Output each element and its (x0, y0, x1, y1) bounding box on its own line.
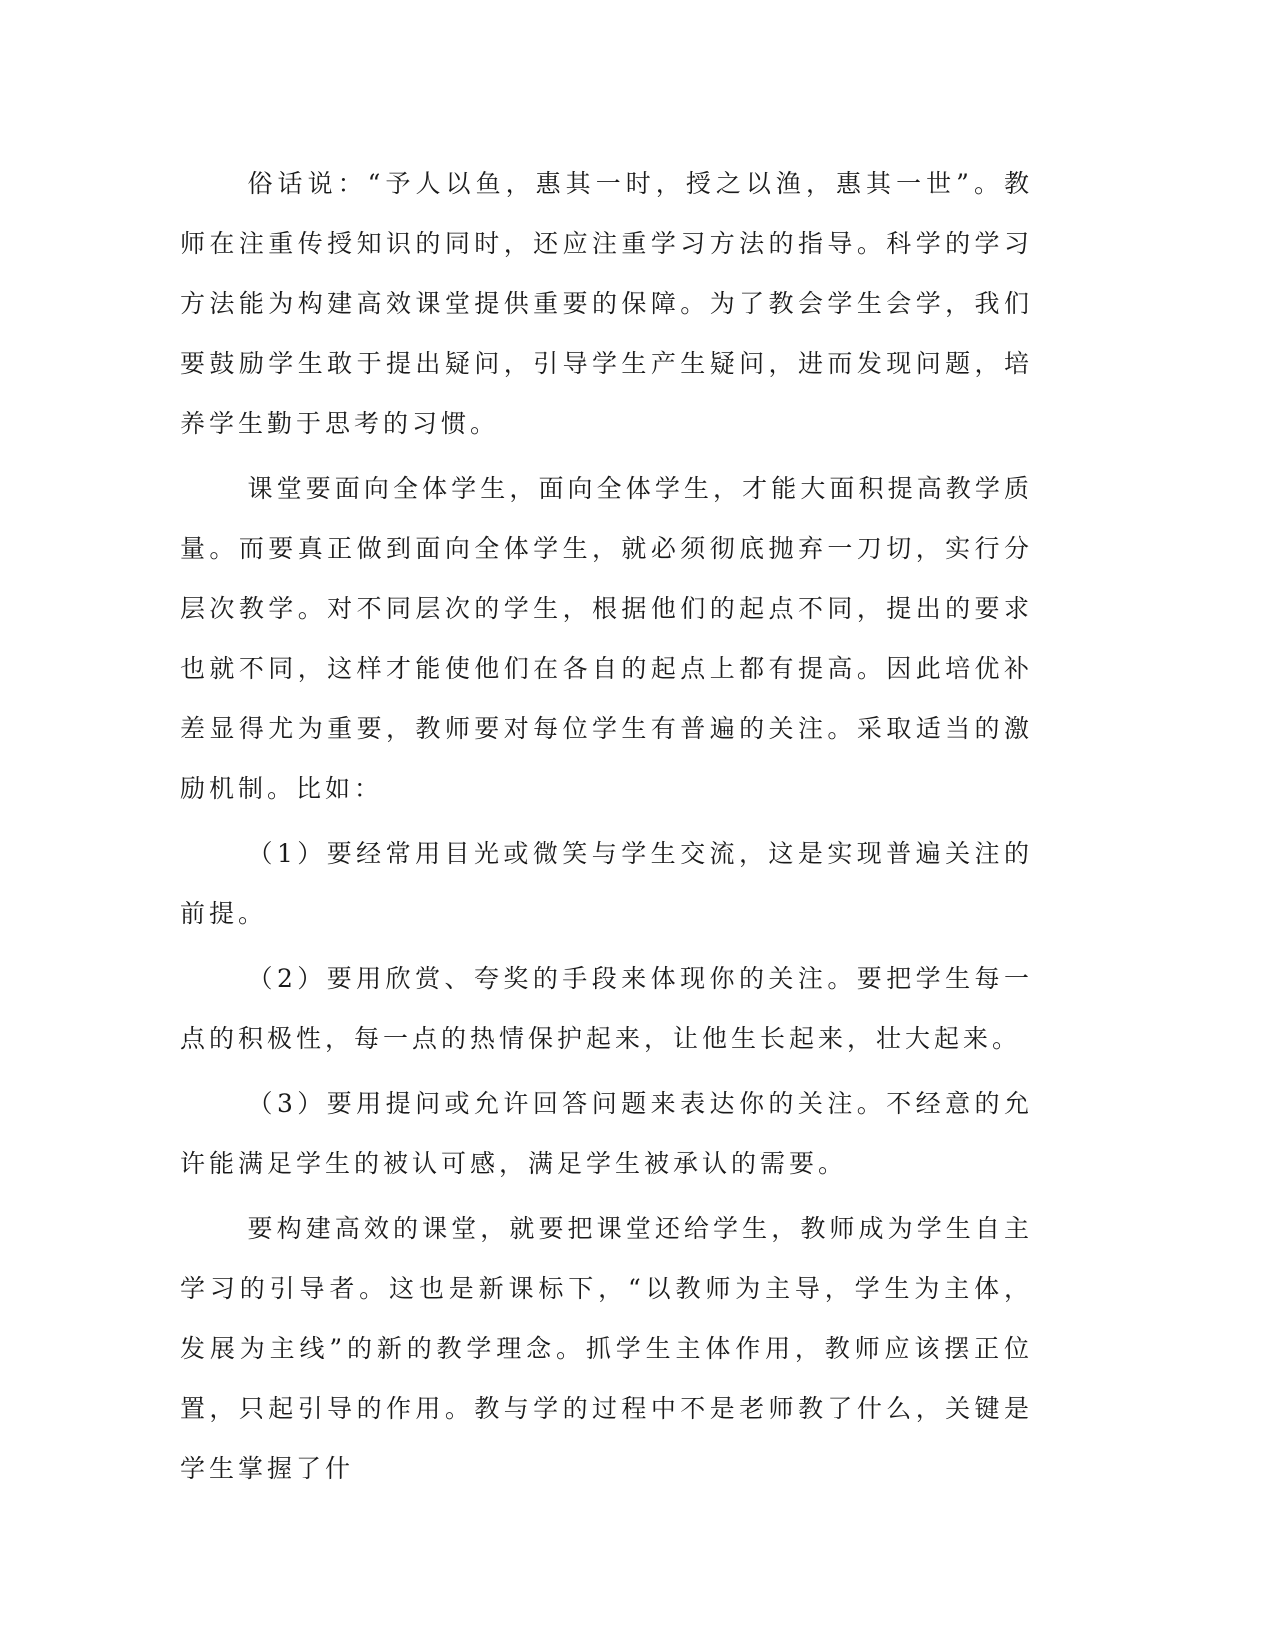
paragraph-student-centered: 要构建高效的课堂，就要把课堂还给学生，教师成为学生自主学习的引导者。这也是新课标下，“以教师为主导，学生为主体，发展为主线”的新的教学理念。抓学生主体作用，教师应该摆正位置，只起引导的作用。教与学的过程中不是老师教了什么，关键是学生掌握了什 (180, 1214, 1033, 1483)
document-body (180, 154, 1033, 1499)
list-item-1: （1）要经常用目光或微笑与学生交流，这是实现普遍关注的前提。 (180, 839, 1033, 928)
list-item-2: （2）要用欣赏、夸奖的手段来体现你的关注。要把学生每一点的积极性，每一点的热情保护起来，让他生长起来，壮大起来。 (180, 964, 1033, 1053)
paragraph-whole-class: 课堂要面向全体学生，面向全体学生，才能大面积提高教学质量。而要真正做到面向全体学生，就必须彻底抛弃一刀切，实行分层次教学。对不同层次的学生，根据他们的起点不同，提出的要求也就不同，这样才能使他们在各自的起点上都有提高。因此培优补差显得尤为重要，教师要对每位学生有普遍的关注。采取适当的激励机制。比如： (180, 474, 1033, 803)
paragraph-teaching-methods: 俗话说：“予人以鱼，惠其一时，授之以渔，惠其一世”。教师在注重传授知识的同时，还应注重学习方法的指导。科学的学习方法能为构建高效课堂提供重要的保障。为了教会学生会学，我们要鼓励学生敢于提出疑问，引导学生产生疑问，进而发现问题，培养学生勤于思考的习惯。 (180, 169, 1033, 438)
list-item-3: （3）要用提问或允许回答问题来表达你的关注。不经意的允许能满足学生的被认可感，满足学生被承认的需要。 (180, 1089, 1033, 1178)
